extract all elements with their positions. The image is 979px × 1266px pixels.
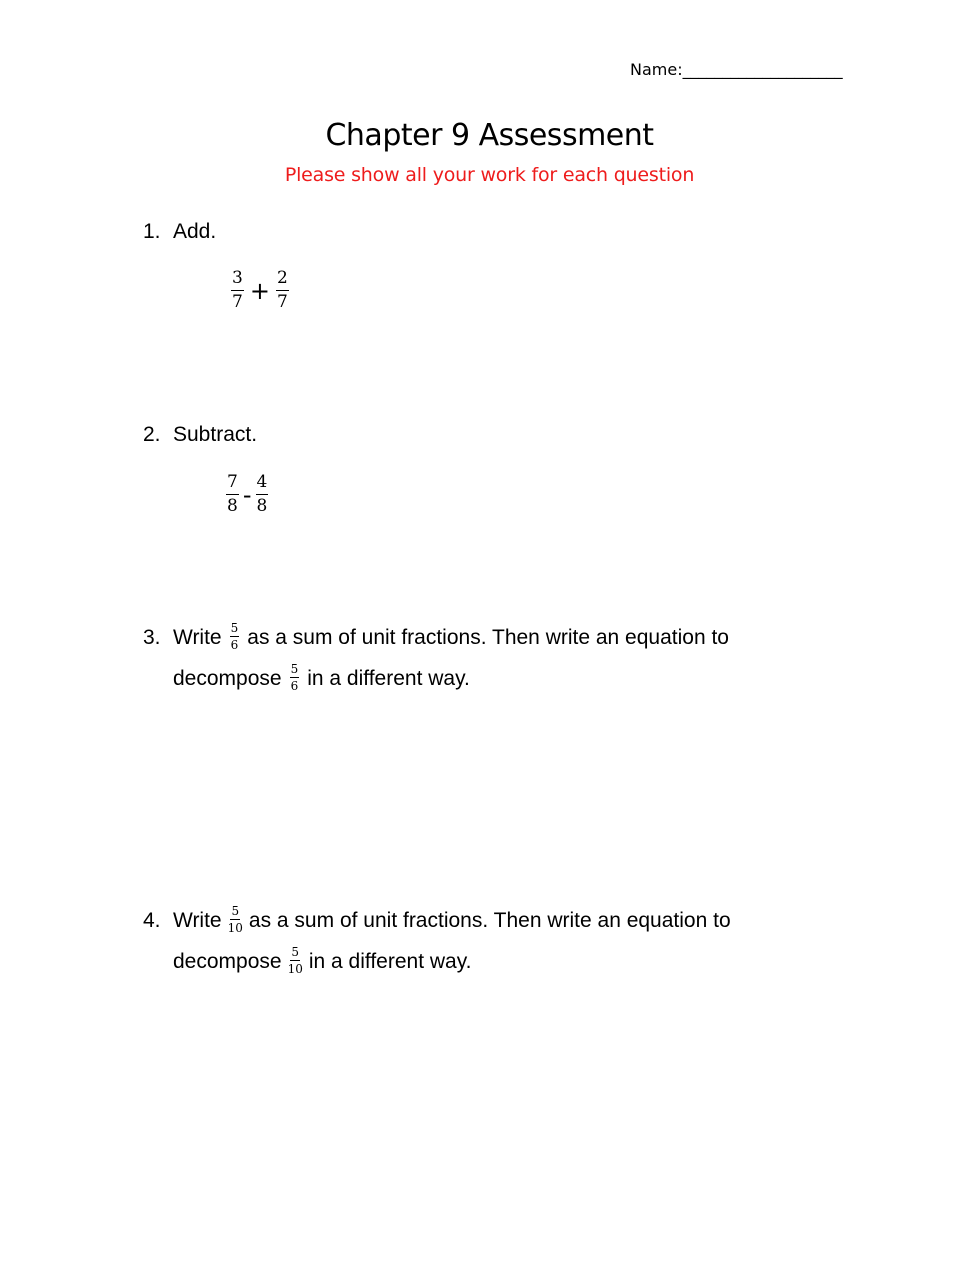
- question-number: 4.: [143, 909, 161, 933]
- fraction: $\frac{5}{6}$: [230, 621, 239, 652]
- question-prompt: Add.: [173, 220, 217, 243]
- question-text: Write: [173, 626, 222, 650]
- question-number: 3.: [143, 626, 161, 650]
- fraction: $\frac{5}{6}$: [290, 662, 299, 693]
- question-text: as a sum of unit fractions. Then write an equation to: [247, 626, 729, 650]
- plus-operator: +: [249, 276, 270, 305]
- question-2: [143, 423, 257, 447]
- question-prompt: Subtract.: [173, 423, 258, 446]
- name-field: Name:____________________: [630, 60, 843, 79]
- fraction: $\frac{5}{10}$: [227, 904, 243, 935]
- fraction: $\frac{7}{8}$: [227, 472, 238, 516]
- fraction: $\frac{5}{10}$: [287, 945, 303, 976]
- page-title: Chapter 9 Assessment: [325, 118, 654, 153]
- question-number: 1.: [143, 220, 161, 243]
- question-text: Write: [173, 909, 222, 933]
- question-2-expression: [226, 474, 268, 515]
- fraction: $\frac{4}{8}$: [256, 472, 268, 516]
- question-text: as a sum of unit fractions. Then write an equation to: [248, 909, 731, 933]
- fraction: $\frac{3}{7}$: [232, 268, 243, 312]
- question-text: in a different way.: [307, 667, 470, 691]
- minus-operator: -: [242, 480, 252, 509]
- question-text: in a different way.: [308, 950, 472, 974]
- question-1-expression: [231, 270, 289, 311]
- instructions: Please show all your work for each question: [284, 164, 695, 186]
- question-number: 2.: [143, 423, 161, 446]
- question-text: decompose: [173, 950, 282, 974]
- question-text: decompose: [173, 667, 282, 691]
- question-4: [143, 904, 731, 977]
- question-3: [143, 621, 729, 694]
- fraction: $\frac{2}{7}$: [276, 268, 288, 312]
- question-1: [143, 220, 216, 244]
